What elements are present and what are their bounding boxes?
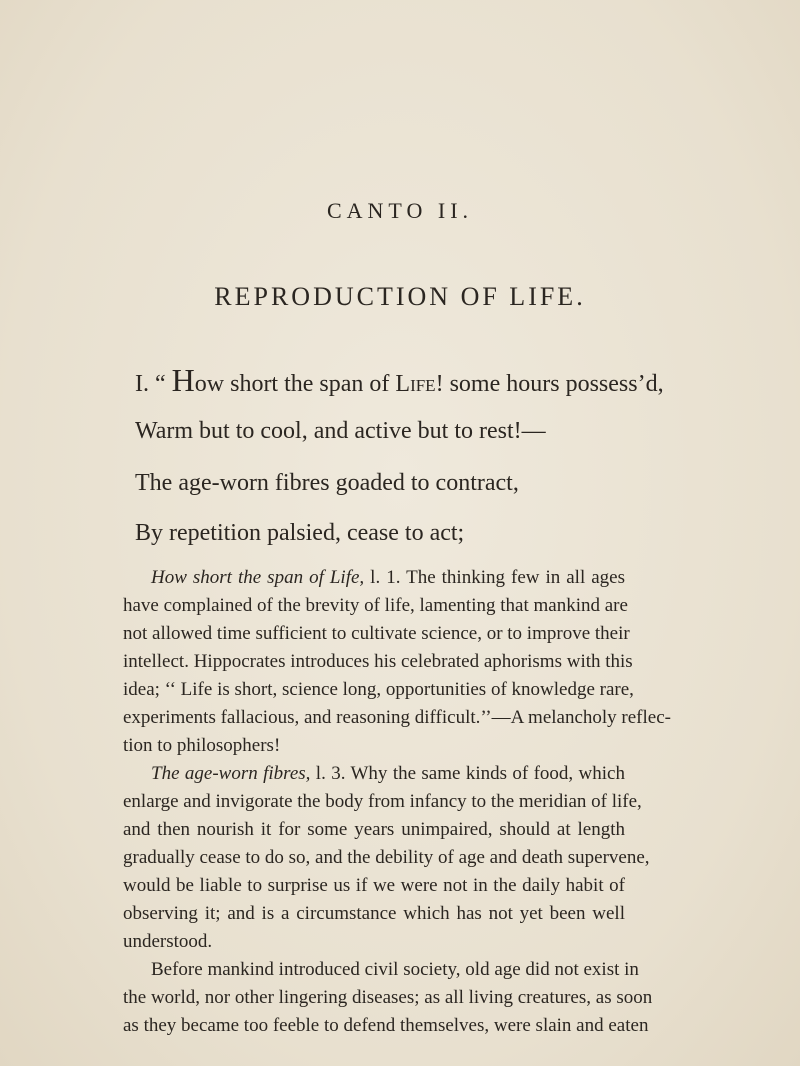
text-line: would be liable to surprise us if we were not in the daily habit of [123,875,625,896]
text-line: observing it; and is a circumstance which has not yet been well [123,903,625,924]
verse-line-1: I. “ How short the span of Life! some hours possess’d, [135,362,664,398]
text-line: The age-worn fibres, l. 3. Why the same kinds of food, which [151,763,625,784]
note-paragraph-1 [123,564,671,760]
text-line: Before mankind introduced civil society, old age did not exist in [151,959,639,980]
verse-number: I. “ [135,371,172,397]
section-title: REPRODUCTION OF LIFE. [214,282,586,311]
text-line: How short the span of Life, l. 1. The thinking few in all ages [151,567,626,588]
text-line: as they became too feeble to defend themselves, were slain and eaten [123,1015,649,1036]
note-lemma: How short the span of Life, [151,567,365,588]
note-paragraph-2 [123,760,650,956]
verse-line-3: The age-worn fibres goaded to contract, [135,470,519,496]
note-paragraph-3 [123,956,653,1040]
text-line: experiments fallacious, and reasoning difficult.’’—A melancholy reflec- [123,707,671,728]
text-line: intellect. Hippocrates introduces his celebrated aphorisms with this [123,651,633,672]
text-line: have complained of the brevity of life, lamenting that mankind are [123,595,628,616]
text-line: and then nourish it for some years unimpaired, should at length [123,819,625,840]
verse-line-4: By repetition palsied, cease to act; [135,520,465,546]
text-line: understood. [123,931,213,952]
text-line: not allowed time sufficient to cultivate science, or to improve their [123,623,630,644]
verse-line-2: Warm but to cool, and active but to rest!— [135,418,546,444]
text-line: gradually cease to do so, and the debility of age and death supervene, [123,847,650,868]
text-line: enlarge and invigorate the body from infancy to the meridian of life, [123,791,642,812]
text-line: tion to philosophers! [123,735,281,756]
text-line: idea; ‘‘ Life is short, science long, opportunities of knowledge rare, [123,679,634,700]
drop-letter: H [171,362,195,398]
note-lemma: The age-worn fibres, [151,763,311,784]
text-line: the world, nor other lingering diseases; as all living creatures, as soon [123,987,653,1008]
canto-heading: CANTO II. [326,198,474,223]
small-caps-word: Life [395,371,436,397]
